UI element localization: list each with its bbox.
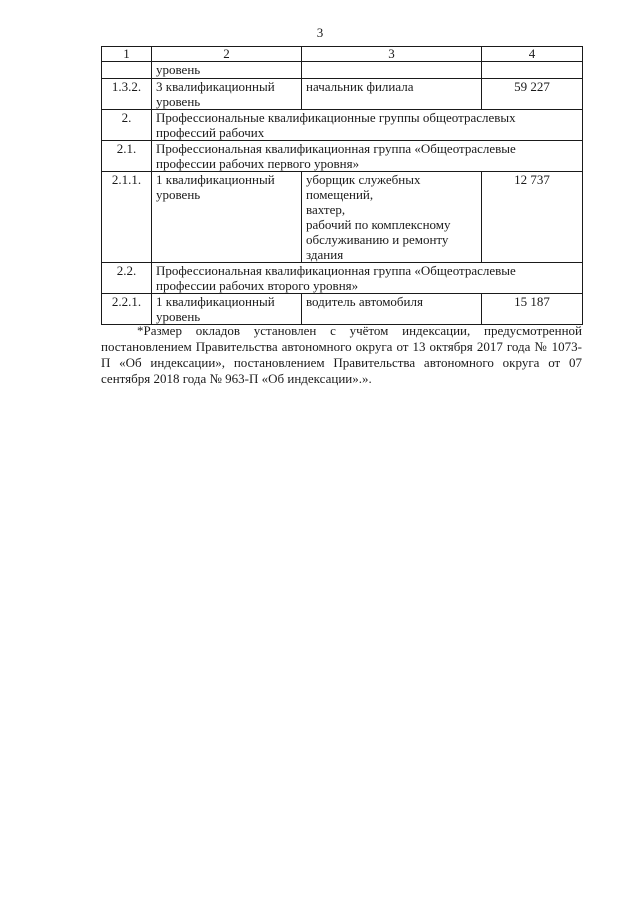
position-item: начальник филиала (306, 79, 414, 94)
table-header-row (102, 47, 583, 62)
table-row (102, 62, 583, 79)
position-cell (302, 172, 482, 263)
footnote: *Размер окладов установлен с учётом индексации, предусмотренной постановлением Правительства автономного округа от 13 октября 2017 года № 1073-П «Об индексации», постановлением Правительства автономного округа от 07 сентября 2018 года № 963-П «Об индексации».». (101, 323, 582, 386)
group-cell: Профессиональная квалификационная группа «Общеотраслевые профессии рабочих первого уровня» (152, 141, 583, 172)
salary-table (101, 46, 583, 325)
table-row (102, 294, 583, 325)
position-cell (302, 79, 482, 110)
number-cell (102, 62, 152, 79)
number-cell: 2. (102, 110, 152, 141)
position-item: уборщик служебных помещений, (306, 172, 421, 202)
number-cell: 2.2. (102, 263, 152, 294)
header-cell: 1 (102, 47, 152, 62)
number-cell: 2.2.1. (102, 294, 152, 325)
table-row (102, 110, 583, 141)
level-cell: уровень (152, 62, 302, 79)
page-number: 3 (316, 25, 324, 40)
level-cell: 1 квалификационный уровень (152, 294, 302, 325)
salary-cell (482, 62, 583, 79)
group-cell: Профессиональные квалификационные группы общеотраслевых профессий рабочих (152, 110, 583, 141)
table-row (102, 263, 583, 294)
level-cell: 1 квалификационный уровень (152, 172, 302, 263)
group-cell: Профессиональная квалификационная группа «Общеотраслевые профессии рабочих второго уровня» (152, 263, 583, 294)
header-cell: 2 (152, 47, 302, 62)
position-item: вахтер, (306, 202, 346, 217)
position-item: рабочий по комплексному обслуживанию и ремонту здания (306, 217, 451, 262)
number-cell: 2.1. (102, 141, 152, 172)
position-cell (302, 294, 482, 325)
table-row (102, 172, 583, 263)
salary-cell: 12 737 (482, 172, 583, 263)
header-cell: 4 (482, 47, 583, 62)
number-cell: 2.1.1. (102, 172, 152, 263)
level-cell: 3 квалификационный уровень (152, 79, 302, 110)
header-cell: 3 (302, 47, 482, 62)
table-row (102, 141, 583, 172)
salary-cell: 15 187 (482, 294, 583, 325)
position-item: водитель автомобиля (306, 294, 423, 309)
number-cell: 1.3.2. (102, 79, 152, 110)
salary-cell: 59 227 (482, 79, 583, 110)
position-cell (302, 62, 482, 79)
table-row (102, 79, 583, 110)
